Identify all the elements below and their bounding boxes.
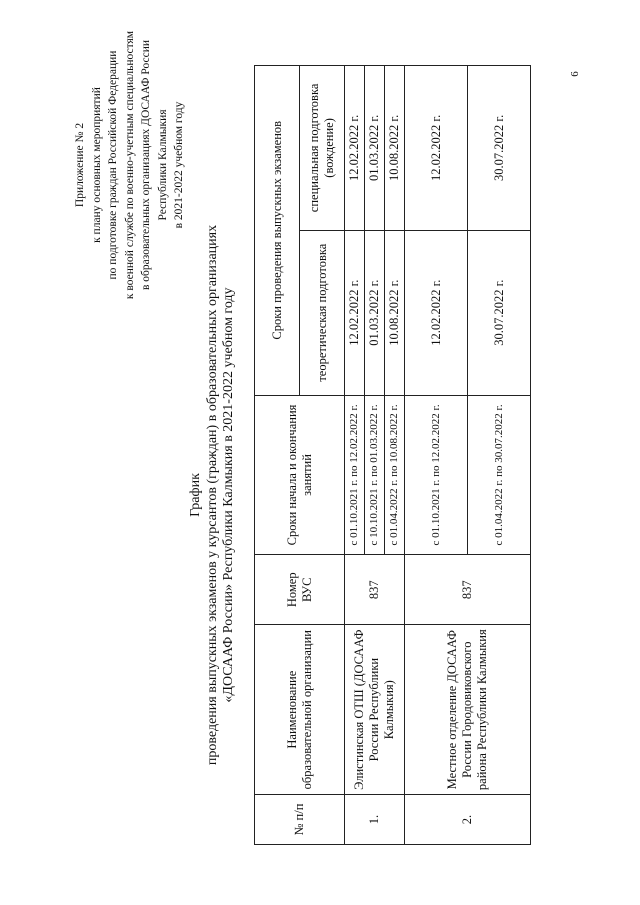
appendix-line: Республики Калмыкия xyxy=(156,109,169,221)
header-vus: Номер ВУС xyxy=(255,555,345,625)
cell-special: 12.02.2022 г. xyxy=(345,66,365,231)
page-number: 6 xyxy=(568,71,581,77)
header-period: Сроки начала и окончания занятий xyxy=(255,395,345,555)
cell-period: с 01.10.2021 г. по 12.02.2022 г. xyxy=(405,395,468,555)
heading-line: проведения выпускных экзаменов у курсантов (граждан) в образовательных организациях xyxy=(204,224,220,766)
cell-vus: 837 xyxy=(345,555,405,625)
header-special: специальная подготовка (вождение) xyxy=(300,66,345,231)
cell-special: 10.08.2022 г. xyxy=(385,66,405,231)
appendix-line: в образовательных организациях ДОСААФ России xyxy=(140,39,152,291)
cell-period: с 01.10.2021 г. по 12.02.2022 г. xyxy=(345,395,365,555)
cell-period: с 01.04.2022 г. по 30.07.2022 г. xyxy=(468,395,531,555)
appendix-line: Приложение № 2 xyxy=(74,122,86,208)
appendix-line: в 2021-2022 учебном году xyxy=(173,101,185,229)
cell-period: с 10.10.2021 г. по 01.03.2022 г. xyxy=(365,395,385,555)
cell-num: 2. xyxy=(405,795,531,845)
cell-special: 01.03.2022 г. xyxy=(365,66,385,231)
cell-theory: 12.02.2022 г. xyxy=(405,230,468,395)
cell-org: Элистинская ОТШ (ДОСААФ России Республики Калмыкия) xyxy=(345,625,405,795)
cell-theory: 10.08.2022 г. xyxy=(385,230,405,395)
cell-vus: 837 xyxy=(405,555,531,625)
table-row xyxy=(405,66,468,845)
table-row xyxy=(345,66,365,845)
header-exam-group: Сроки проведения выпускных экзаменов xyxy=(255,66,300,396)
cell-special: 30.07.2022 г. xyxy=(468,66,531,231)
exam-schedule-table xyxy=(254,65,531,845)
header-theory: теоретическая подготовка xyxy=(300,230,345,395)
cell-theory: 01.03.2022 г. xyxy=(365,230,385,395)
appendix-line: по подготовке граждан Российской Федерации xyxy=(107,50,119,280)
cell-org: Местное отделение ДОСААФ России Городовиковского района Республики Калмыкия xyxy=(405,625,531,795)
appendix-line: к военной службе по военно-учетным специальностям xyxy=(123,30,136,300)
cell-theory: 30.07.2022 г. xyxy=(468,230,531,395)
appendix-block xyxy=(72,30,188,300)
cell-num: 1. xyxy=(345,795,405,845)
cell-theory: 12.02.2022 г. xyxy=(345,230,365,395)
document-heading xyxy=(188,145,238,845)
cell-special: 12.02.2022 г. xyxy=(405,66,468,231)
heading-title: График xyxy=(188,473,203,517)
header-num: № п/п xyxy=(255,795,345,845)
appendix-line: к плану основных мероприятий xyxy=(90,87,103,243)
header-org: Наименование образовательной организации xyxy=(255,625,345,795)
heading-line: «ДОСААФ России» Республики Калмыкия в 2021-2022 учебном году xyxy=(221,287,236,703)
cell-period: с 01.04.2022 г. по 10.08.2022 г. xyxy=(385,395,405,555)
